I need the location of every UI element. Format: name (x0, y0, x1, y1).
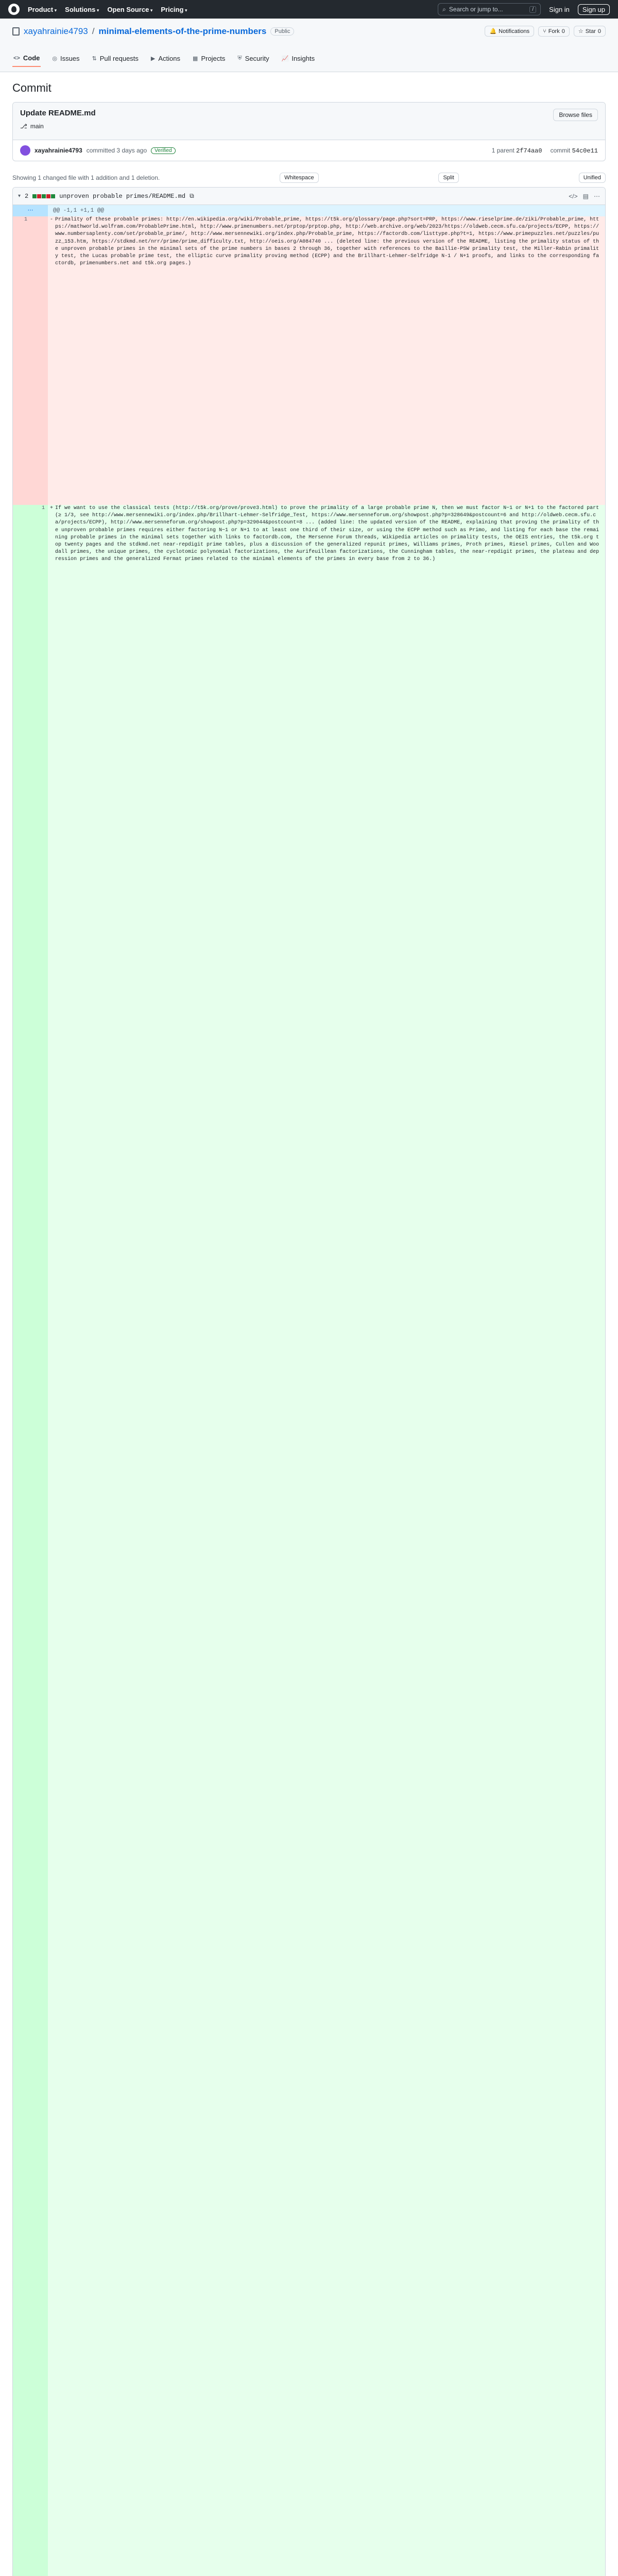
kebab-menu-icon[interactable]: ⋯ (594, 192, 600, 200)
visibility-badge: Public (270, 27, 294, 36)
tab-label: Code (23, 54, 40, 62)
hunk-text: @@ -1,1 +1,1 @@ (53, 208, 105, 214)
whitespace-toggle[interactable]: Whitespace (280, 173, 318, 183)
tab-label: Actions (158, 55, 181, 62)
deleted-line-text: Primality of these probable primes: http://en.wikipedia.org/wiki/Probable_prime, https://t5k.org/glossary/page.php?sort=PRP, https://www.rieselprime.de/ziki/Probable_prime, https://mathworld.wolfram.com/ProbablePrime.html, http://www.primenumbers.net/prptop/prptop.php, http://web.archive.org/web/2023/https://oldweb.cecm.sfu.ca/projects/ECPP, https://www.numbersaplenty.com/set/probable_prime/, http://www.mersennewiki.org/index.php/Probable_prime, https://factordb.com/listtype.php?t=1, https://www.primepuzzles.net/puzzles/puzz_153.htm, https://stdkmd.net/nrr/prime/prime_difficulty.txt, http://oeis.org/A084740 ... (deleted line: the previous version of the README, listing the primality status of the unproven probable primes in the minimal sets of the prime numbers in bases 2 through 36, together with references to the Baillie-PSW primality test, the Miller-Rabin primality test, the Lucas probable prime test, the elliptic curve primality proving method (ECPP) and the Brillhart-Lehmer-Selfridge N-1 / N+1 proofs, and links to the corresponding factordb, primenumbers.net and t5k.org pages.) (55, 216, 605, 505)
repo-separator: / (92, 26, 95, 36)
repo-title-row (12, 26, 606, 37)
tab-code[interactable] (12, 50, 41, 67)
commit-message: Update README.md (20, 109, 96, 117)
diff-stats: 2 (25, 192, 29, 200)
search-icon: ⌕ (442, 5, 446, 13)
star-label: Star (585, 28, 596, 35)
parent-info (492, 147, 542, 155)
tab-security[interactable] (236, 50, 270, 67)
changed-files-summary: Showing 1 changed file with 1 addition and 1 deletion. (12, 174, 160, 181)
unified-view-button[interactable]: Unified (579, 173, 606, 183)
graph-icon: 📈 (281, 56, 289, 62)
file-icon[interactable]: ▤ (582, 192, 589, 200)
file-diff (12, 187, 606, 2576)
tab-label: Insights (291, 55, 315, 62)
committed-time: committed 3 days ago (86, 147, 147, 154)
page-title: Commit (12, 81, 52, 94)
commit-info (551, 147, 598, 155)
chevron-down-icon[interactable]: ▾ (18, 193, 21, 199)
old-line-number[interactable]: 1 (13, 216, 30, 505)
star-icon: ☆ (578, 28, 583, 35)
shield-icon: ⛨ (237, 55, 242, 61)
file-name-link[interactable]: unproven probable primes/README.md (59, 192, 186, 200)
copy-icon[interactable]: ⧉ (190, 192, 194, 199)
parent-label: 1 parent (491, 146, 514, 154)
bell-icon: 🔔 (489, 28, 497, 35)
deleted-line (13, 216, 605, 505)
code-icon: <> (13, 55, 20, 61)
tab-label: Security (245, 55, 269, 62)
notifications-label: Notifications (499, 28, 530, 35)
commit-meta (13, 140, 605, 161)
github-logo-icon[interactable] (8, 4, 20, 15)
nav-pricing[interactable]: Pricing ▾ (161, 6, 187, 13)
nav-open-source[interactable]: Open Source ▾ (107, 6, 152, 13)
commit-label: commit (550, 146, 571, 154)
search-input[interactable] (438, 3, 541, 15)
table-icon: ▦ (193, 56, 198, 62)
tab-label: Pull requests (99, 55, 139, 62)
old-line-number (13, 505, 30, 2576)
tab-label: Projects (201, 55, 226, 62)
file-code-icon[interactable]: </> (569, 192, 578, 200)
commit-summary (13, 103, 605, 140)
repo-name-link[interactable]: minimal-elements-of-the-prime-numbers (98, 26, 267, 36)
deletion-sign: - (48, 216, 55, 505)
new-line-number (30, 216, 48, 505)
fork-icon: ⑂ (543, 28, 546, 35)
deletion-bar (46, 194, 50, 198)
added-line (13, 505, 605, 2576)
fork-count: 0 (561, 28, 565, 35)
diff-toolbar (12, 173, 606, 183)
repo-icon (12, 27, 20, 36)
hunk-header (13, 205, 605, 216)
issue-icon: ◎ (52, 56, 57, 62)
star-count: 0 (597, 28, 601, 35)
notifications-button[interactable] (485, 26, 534, 37)
tab-actions[interactable] (150, 50, 181, 67)
diff-stat-bars (32, 194, 55, 198)
tab-label: Issues (60, 55, 80, 62)
deletion-bar (37, 194, 41, 198)
search-placeholder: Search or jump to... (449, 6, 503, 13)
repo-tabs (12, 50, 606, 67)
branch-row (20, 123, 598, 130)
addition-bar (32, 194, 37, 198)
tab-insights[interactable] (281, 50, 316, 67)
search-shortcut-key: / (529, 6, 536, 13)
file-header (13, 188, 605, 205)
tab-issues[interactable] (51, 50, 80, 67)
parent-sha-link[interactable]: 2f74aa0 (516, 147, 542, 155)
nav-product[interactable]: Product ▾ (28, 6, 57, 13)
pull-request-icon: ⇅ (92, 56, 97, 62)
fork-button[interactable] (538, 26, 570, 37)
addition-bar (51, 194, 55, 198)
branch-link[interactable]: main (30, 123, 44, 130)
verified-badge[interactable]: Verified (151, 147, 175, 154)
fork-label: Fork (548, 28, 560, 35)
sign-in-link[interactable]: Sign in (549, 5, 570, 13)
global-nav (28, 6, 187, 13)
new-line-number[interactable]: 1 (30, 505, 48, 2576)
nav-solutions[interactable]: Solutions ▾ (65, 6, 99, 13)
commit-sha: 54c0e11 (572, 147, 598, 155)
commit-shas (492, 147, 598, 155)
branch-icon: ⎇ (20, 123, 27, 130)
repo-owner-link[interactable]: xayahrainie4793 (24, 26, 88, 36)
author-link[interactable]: xayahrainie4793 (35, 147, 82, 154)
addition-sign: + (48, 505, 55, 2576)
tab-projects[interactable] (192, 50, 226, 67)
commit-box (12, 102, 606, 161)
sign-up-button[interactable]: Sign up (578, 4, 610, 15)
repo-header (0, 19, 618, 72)
browse-files-button[interactable]: Browse files (553, 109, 598, 121)
global-header (0, 0, 618, 19)
expand-icon[interactable]: ⋯ (13, 205, 48, 216)
added-line-text: If we want to use the classical tests (http://t5k.org/prove/prove3.html) to prove the primality of a large probable prime N, then we must factor N−1 or N+1 to the factored part (≥ 1/3, see http://www.mersennewiki.org/index.php/Brillhart-Lehmer-Selfridge_Test, https://www.mersenneforum.org/showpost.php?p=328649&postcount=6 and http://oldweb.cecm.sfu.ca/projects/ECPP), http://www.mersenneforum.org/showpost.php?p=329044&postcount=8 ... (added line: the updated version of the README, explaining that proving the primality of the unproven probable primes requires either factoring N−1 or N+1 to at least one third of their size, or using the ECPP method such as Primo, and listing for each base the remaining probable primes in the minimal sets together with links to factordb.com, the Mersenne Forum threads, Wikipedia articles on primality tests, the OEIS entries, the t5k.org top twenty pages and the stdkmd.net near-repdigit prime tables, plus a discussion of the generalized repunit primes, Williams primes, Proth primes, Riesel primes, Cullen and Woodall primes, the unique primes, the cyclotomic polynomial factorizations, the Aurifeuillean factorizations, the Cunningham tables, the near-repdigit primes, the plateau and depression primes and the generalized Fermat primes related to the minimal elements of the primes in every base from 2 to 36.) (55, 505, 605, 2576)
addition-bar (42, 194, 46, 198)
tab-pull-requests[interactable] (91, 50, 140, 67)
avatar[interactable] (20, 145, 30, 156)
split-view-button[interactable]: Split (438, 173, 458, 183)
main-content (0, 72, 618, 2576)
star-button[interactable] (574, 26, 606, 37)
play-icon: ▶ (150, 56, 156, 62)
file-actions (569, 193, 600, 200)
